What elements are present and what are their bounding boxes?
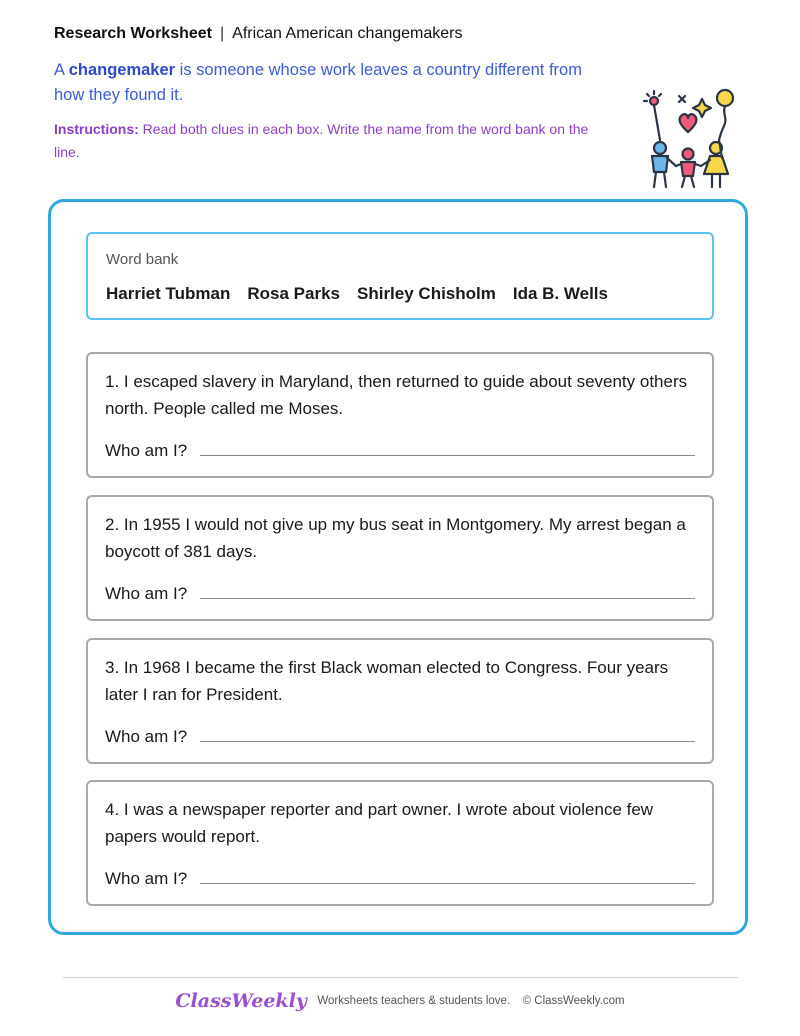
footer <box>0 990 800 1012</box>
question-box-3 <box>86 638 714 764</box>
question-clue: 2. In 1955 I would not give up my bus seat in Montgomery. My arrest began a boycott of 381 days. <box>105 515 686 561</box>
answer-line[interactable] <box>200 883 695 884</box>
definition-text <box>54 58 594 108</box>
question-box-2 <box>86 495 714 621</box>
word-bank-title: Word bank <box>106 251 179 268</box>
answer-line[interactable] <box>200 455 695 456</box>
question-box-1 <box>86 352 714 478</box>
answer-line[interactable] <box>200 741 695 742</box>
definition-prefix: A <box>54 61 69 79</box>
footer-divider <box>63 977 738 978</box>
question-box-4 <box>86 780 714 906</box>
word-bank <box>86 232 714 320</box>
worksheet-header <box>54 25 462 43</box>
word-bank-word: Ida B. Wells <box>512 284 608 303</box>
worksheet-title: Research Worksheet <box>54 25 212 42</box>
instructions <box>54 118 599 164</box>
word-bank-list <box>106 284 625 304</box>
question-clue: 4. I was a newspaper reporter and part owner. I wrote about violence few papers would report. <box>105 800 654 846</box>
footer-copyright: © ClassWeekly.com <box>522 995 625 1007</box>
brand-logo: ClassWeekly <box>175 990 307 1012</box>
header-separator: | <box>220 25 225 42</box>
definition-term: changemaker <box>68 61 176 79</box>
question-prompt: Who am I? <box>105 584 188 603</box>
instructions-label: Instructions: <box>54 121 139 137</box>
word-bank-word: Harriet Tubman <box>106 284 231 303</box>
answer-line[interactable] <box>200 598 695 599</box>
word-bank-word: Rosa Parks <box>247 284 340 303</box>
question-clue: 1. I escaped slavery in Maryland, then returned to guide about seventy others north. People called me Moses. <box>105 372 688 418</box>
question-prompt: Who am I? <box>105 869 188 888</box>
definition-rest: is someone whose work leaves a country different from how they found it. <box>54 61 582 104</box>
changemakers-family-illustration <box>630 88 742 190</box>
footer-tagline: Worksheets teachers & students love. <box>317 995 511 1007</box>
worksheet-topic: African American changemakers <box>232 25 463 42</box>
question-prompt: Who am I? <box>105 727 188 746</box>
question-clue: 3. In 1968 I became the first Black woman elected to Congress. Four years later I ran for President. <box>105 658 669 704</box>
question-prompt: Who am I? <box>105 441 188 460</box>
word-bank-word: Shirley Chisholm <box>357 284 496 303</box>
instructions-text: Read both clues in each box. Write the name from the word bank on the line. <box>54 121 589 160</box>
